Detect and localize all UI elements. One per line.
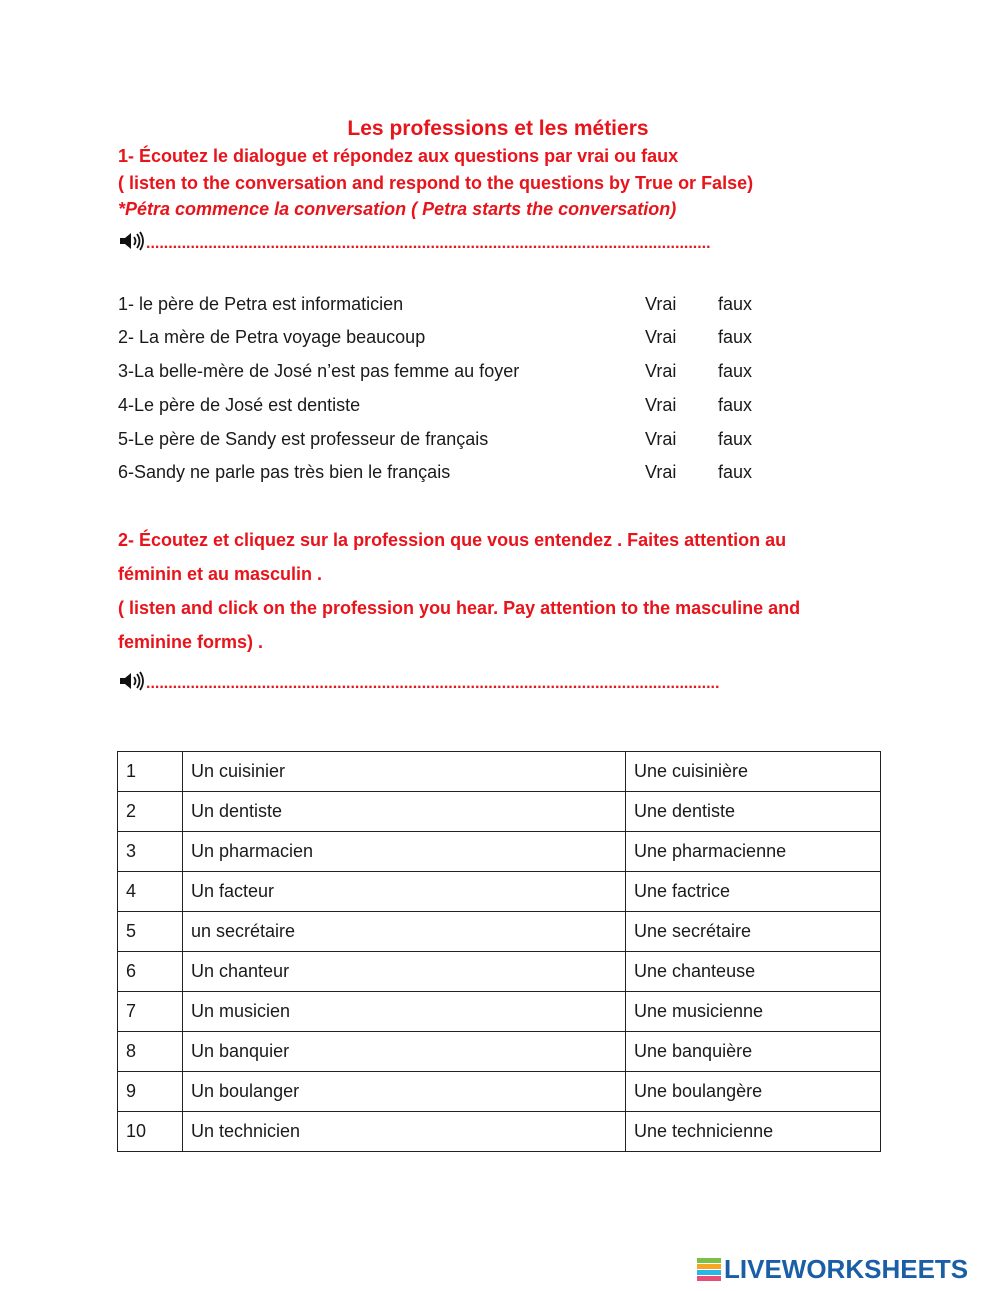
faux-option[interactable]: faux xyxy=(718,361,753,381)
feminine-option[interactable]: Une technicienne xyxy=(626,1112,881,1152)
masculine-option[interactable]: Un dentiste xyxy=(183,792,626,832)
question-text: 3-La belle-mère de José n’est pas femme au foyer xyxy=(118,361,520,381)
vrai-option[interactable]: Vrai xyxy=(645,395,677,415)
professions-table xyxy=(117,751,881,1152)
table-row xyxy=(118,1112,881,1152)
question-text: 5-Le père de Sandy est professeur de français xyxy=(118,429,489,449)
feminine-option[interactable]: Une factrice xyxy=(626,872,881,912)
feminine-option[interactable]: Une secrétaire xyxy=(626,912,881,952)
feminine-option[interactable]: Une dentiste xyxy=(626,792,881,832)
section1-heading-en: ( listen to the conversation and respond to the questions by True or False) xyxy=(118,173,754,193)
page-title: Les professions et les métiers xyxy=(347,117,649,140)
audio-player-1[interactable] xyxy=(118,228,841,252)
row-number: 2 xyxy=(118,792,183,832)
question-text: 6-Sandy ne parle pas très bien le français xyxy=(118,462,451,482)
liveworksheets-logo xyxy=(697,1254,968,1285)
feminine-option[interactable]: Une boulangère xyxy=(626,1072,881,1112)
masculine-option[interactable]: un secrétaire xyxy=(183,912,626,952)
masculine-option[interactable]: Un boulanger xyxy=(183,1072,626,1112)
feminine-option[interactable]: Une banquière xyxy=(626,1032,881,1072)
question-text: 2- La mère de Petra voyage beaucoup xyxy=(118,327,426,347)
section2-heading xyxy=(118,523,878,659)
vrai-option[interactable]: Vrai xyxy=(645,429,677,449)
masculine-option[interactable]: Un chanteur xyxy=(183,952,626,992)
table-row xyxy=(118,792,881,832)
logo-icon xyxy=(697,1258,721,1281)
feminine-option[interactable]: Une musicienne xyxy=(626,992,881,1032)
speaker-icon[interactable] xyxy=(118,230,146,252)
speaker-icon[interactable] xyxy=(118,670,146,692)
section2-heading-en-line2: feminine forms) . xyxy=(118,632,264,652)
audio-track-2: ................................................................................................................................. xyxy=(146,676,720,692)
masculine-option[interactable]: Un pharmacien xyxy=(183,832,626,872)
feminine-option[interactable]: Une cuisinière xyxy=(626,752,881,792)
section1-note: *Pétra commence la conversation ( Petra starts the conversation) xyxy=(118,199,677,219)
row-number: 9 xyxy=(118,1072,183,1112)
section2-heading-en-line1: ( listen and click on the profession you hear. Pay attention to the masculine and xyxy=(118,598,801,618)
faux-option[interactable]: faux xyxy=(718,294,753,314)
question-text: 1- le père de Petra est informaticien xyxy=(118,294,404,314)
faux-option[interactable]: faux xyxy=(718,429,753,449)
vrai-option[interactable]: Vrai xyxy=(645,462,677,482)
masculine-option[interactable]: Un banquier xyxy=(183,1032,626,1072)
audio-player-2[interactable] xyxy=(118,668,863,692)
feminine-option[interactable]: Une pharmacienne xyxy=(626,832,881,872)
masculine-option[interactable]: Un facteur xyxy=(183,872,626,912)
vrai-option[interactable]: Vrai xyxy=(645,294,677,314)
row-number: 1 xyxy=(118,752,183,792)
table-row xyxy=(118,872,881,912)
masculine-option[interactable]: Un musicien xyxy=(183,992,626,1032)
table-row xyxy=(118,992,881,1032)
row-number: 8 xyxy=(118,1032,183,1072)
table-row xyxy=(118,1072,881,1112)
masculine-option[interactable]: Un technicien xyxy=(183,1112,626,1152)
faux-option[interactable]: faux xyxy=(718,462,753,482)
question-text: 4-Le père de José est dentiste xyxy=(118,395,361,415)
table-row xyxy=(118,1032,881,1072)
logo-text: LIVEWORKSHEETS xyxy=(724,1254,969,1284)
section2-heading-line1: 2- Écoutez et cliquez sur la profession que vous entendez . Faites attention au xyxy=(118,530,787,550)
row-number: 7 xyxy=(118,992,183,1032)
row-number: 3 xyxy=(118,832,183,872)
row-number: 5 xyxy=(118,912,183,952)
faux-option[interactable]: faux xyxy=(718,395,753,415)
row-number: 10 xyxy=(118,1112,183,1152)
table-row xyxy=(118,952,881,992)
masculine-option[interactable]: Un cuisinier xyxy=(183,752,626,792)
row-number: 6 xyxy=(118,952,183,992)
audio-track-1: ............................................................................................................................... xyxy=(146,236,711,252)
table-row xyxy=(118,752,881,792)
section1-heading: 1- Écoutez le dialogue et répondez aux questions par vrai ou faux xyxy=(118,146,679,166)
section2-heading-line2: féminin et au masculin . xyxy=(118,564,323,584)
vrai-option[interactable]: Vrai xyxy=(645,327,677,347)
feminine-option[interactable]: Une chanteuse xyxy=(626,952,881,992)
row-number: 4 xyxy=(118,872,183,912)
faux-option[interactable]: faux xyxy=(718,327,753,347)
table-row xyxy=(118,912,881,952)
table-row xyxy=(118,832,881,872)
vrai-option[interactable]: Vrai xyxy=(645,361,677,381)
